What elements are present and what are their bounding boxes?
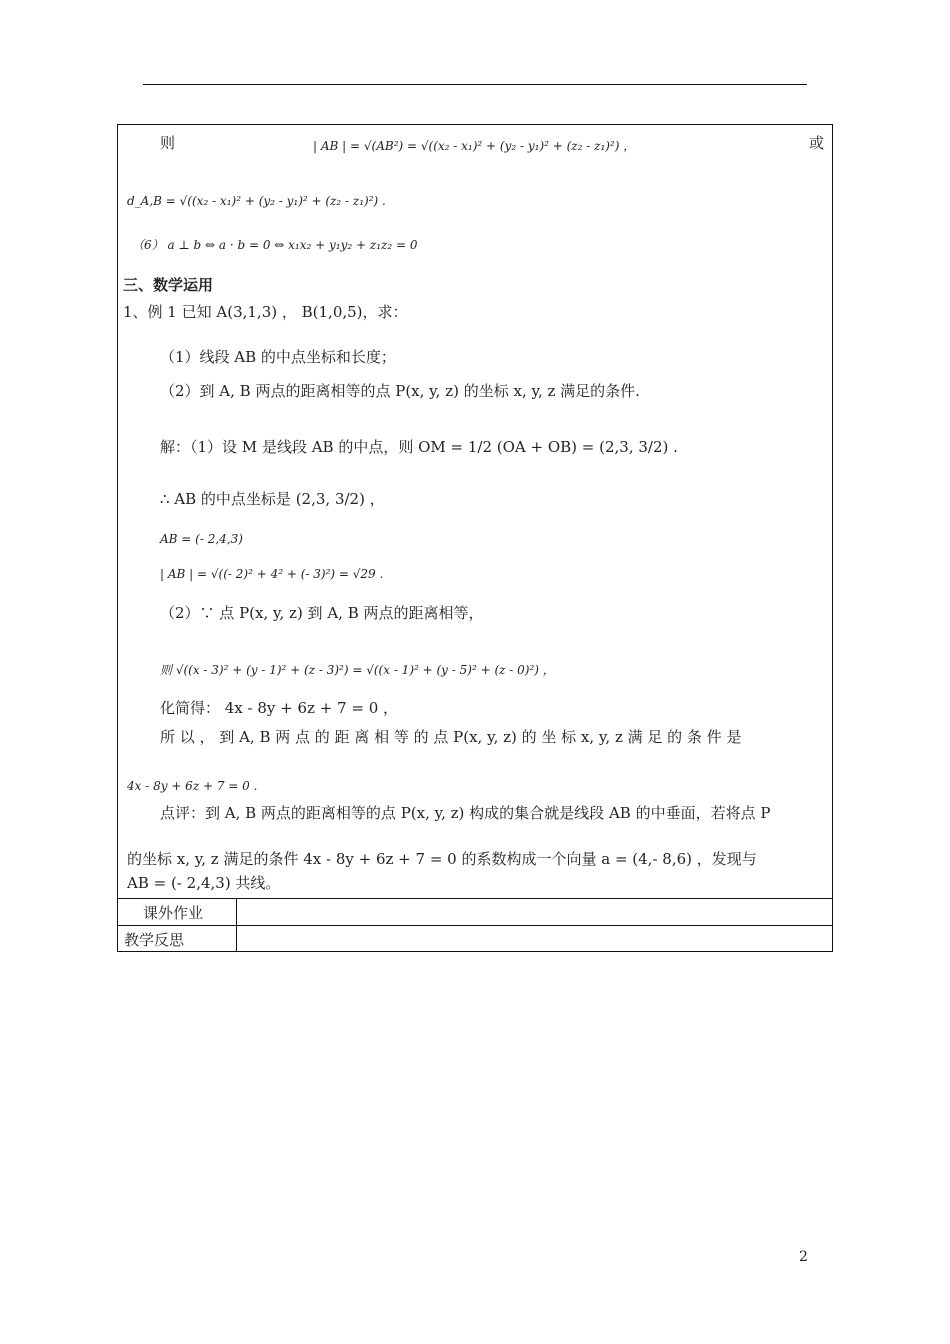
example-1: 1、例 1 已知 A(3,1,3) ， B(1,0,5)，求：: [123, 303, 408, 321]
table-divider-2: [117, 925, 833, 926]
question-2: （2）到 A, B 两点的距离相等的点 P(x, y, z) 的坐标 x, y, z 满足的条件.: [160, 382, 640, 400]
formula-distance: d_A,B = √((x₂ - x₁)² + (y₂ - y₁)² + (z₂ - z₁)²) .: [127, 194, 386, 208]
solution-8a: 所 以 ， 到 A, B 两 点 的 距 离 相 等 的 点 P(x, y, z) 的 坐 标 x, y, z 满 足 的 条 件 是: [160, 728, 742, 746]
solution-1: 解：（1）设 M 是线段 AB 的中点，则 OM = 1/2 (OA + OB) = (2,3, 3/2) .: [160, 438, 678, 456]
line-huo: 或: [809, 134, 825, 152]
formula-perpendicular: （6） a ⊥ b ⇔ a · b = 0 ⇔ x₁x₂ + y₁y₂ + z₁z₂ = 0: [132, 238, 418, 252]
solution-5: （2）∵ 点 P(x, y, z) 到 A, B 两点的距离相等，: [160, 604, 484, 622]
formula-ab-norm: | AB | = √(AB²) = √((x₂ - x₁)² + (y₂ - y₁)² + (z₂ - z₁)²) ，: [313, 139, 636, 153]
remark-2: 的坐标 x, y, z 满足的条件 4x - 8y + 6z + 7 = 0 的系数构成一个向量 a = (4,- 8,6) ，发现与: [127, 850, 757, 868]
solution-2: ∴ AB 的中点坐标是 (2,3, 3/2) ，: [160, 490, 385, 508]
solution-7: 化简得： 4x - 8y + 6z + 7 = 0 ，: [160, 699, 399, 717]
solution-4: | AB | = √((- 2)² + 4² + (- 3)²) = √29 .: [160, 567, 384, 581]
line-ze: 则: [160, 134, 176, 152]
solution-6: 则 √((x - 3)² + (y - 1)² + (z - 3)²) = √((x - 1)² + (y - 5)² + (z - 0)²) ，: [160, 663, 555, 677]
remark-1: 点评：到 A, B 两点的距离相等的点 P(x, y, z) 构成的集合就是线段 AB 的中垂面，若将点 P: [160, 804, 771, 822]
homework-label: 课外作业: [143, 904, 204, 922]
page-number: 2: [799, 1249, 808, 1265]
question-1: （1）线段 AB 的中点坐标和长度；: [160, 348, 396, 366]
header-rule: [143, 84, 807, 85]
section-title: 三、数学运用: [123, 276, 214, 294]
solution-3: AB = (- 2,4,3): [160, 532, 243, 546]
solution-8b: 4x - 8y + 6z + 7 = 0 .: [127, 779, 258, 793]
table-column-divider: [236, 898, 237, 952]
table-divider-1: [117, 898, 833, 899]
remark-3: AB = (- 2,4,3) 共线。: [127, 874, 281, 892]
reflection-label: 教学反思: [124, 931, 185, 949]
